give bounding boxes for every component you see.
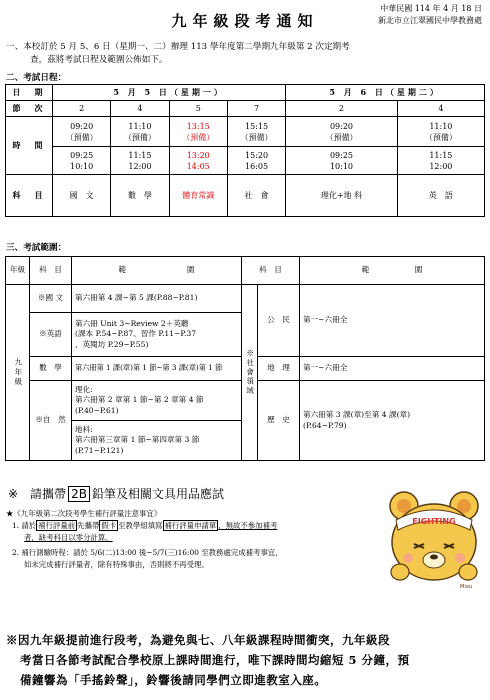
range-chinese: 第六冊第 4 課~第 5 課(P.88~P.81) xyxy=(72,285,242,313)
prep-note: （預備） xyxy=(240,132,273,142)
exam-end: 16:05 xyxy=(245,161,269,171)
makeup-boxed-text: 假卡 xyxy=(101,521,117,530)
exam-time-cell xyxy=(397,147,484,175)
prep-note: （預備） xyxy=(325,132,358,142)
page-title: 九年級段考通知 xyxy=(171,12,319,30)
earth-line: (P.71~P.121) xyxy=(75,445,124,455)
scope-header-row xyxy=(6,257,485,285)
intro-line-2: 查，茲將考試日程及範圍公佈如下。 xyxy=(30,55,168,65)
subject-label: 科 目 xyxy=(6,175,53,217)
physics-line: (P.40~P.61) xyxy=(75,405,119,415)
reminder-suffix: 鉛筆及相關文具用品應試 xyxy=(91,487,224,501)
makeup-text: 至教學組填寫 xyxy=(118,521,163,530)
exam-time-cell xyxy=(111,147,169,175)
prep-cell xyxy=(169,117,227,147)
scope-row-chinese xyxy=(6,285,485,313)
subject-english: ※英語 xyxy=(30,313,72,357)
subject-math: 數 學 xyxy=(30,357,72,381)
bear-headband-text: FIGHTING xyxy=(412,517,456,526)
makeup-boxed-text: 補行評量前 xyxy=(38,521,76,530)
range-earth-science xyxy=(72,421,242,461)
exam-start: 13:20 xyxy=(186,150,210,160)
history-line: 第六冊第 3 課(章)至第 4 課(章) xyxy=(303,410,411,419)
exam-start: 11:15 xyxy=(429,150,453,160)
makeup-item-2: 2. 補行測驗時程：請於 5/6(二)13:00 後~5/7(三)16:00 至教務處完成補考事宜， xyxy=(12,548,283,557)
makeup-text: 1. 請於 xyxy=(12,521,37,530)
period-cell: 4 xyxy=(111,101,169,117)
prep-time: 11:10 xyxy=(429,121,453,131)
exam-end: 14:05 xyxy=(186,161,210,171)
prep-cell xyxy=(397,117,484,147)
subject-cell: 社 會 xyxy=(227,175,285,217)
physics-line: 第六冊第 2 章第 1 節~第 2 章第 4 節 xyxy=(75,395,204,405)
exam-time-cell xyxy=(169,147,227,175)
fighting-bear-illustration xyxy=(382,480,486,592)
range-civics: 第一~六冊全 xyxy=(300,285,485,357)
range-header-2: 範 圍 xyxy=(300,257,485,285)
prep-note: （預備） xyxy=(123,132,156,142)
bring-pencil-reminder xyxy=(8,485,224,502)
range-physics xyxy=(72,381,242,421)
exam-end: 12:00 xyxy=(128,161,152,171)
intro-line-1: 一、本校訂於 5 月 5、6 日（星期一、二）辦理 113 學年度第二學期九年級第 2 次定期考 xyxy=(6,42,350,52)
history-line: (P.64~P.79) xyxy=(303,420,347,430)
schedule-date-row xyxy=(6,85,485,101)
reminder-2b-box: 2B xyxy=(68,486,90,502)
makeup-item-1 xyxy=(6,520,376,532)
day2-header: 5 月 6 日（星期二） xyxy=(286,85,485,101)
prep-note: （預備） xyxy=(424,132,457,142)
schedule-subject-row xyxy=(6,175,485,217)
prep-time: 13:15 xyxy=(186,121,210,131)
subject-header: 科 目 xyxy=(30,257,72,285)
prep-cell xyxy=(53,117,111,147)
schedule-exam-row xyxy=(6,147,485,175)
makeup-underlined-text: ，無故不參加補考 xyxy=(218,521,278,530)
day1-header: 5 月 5 日（星期一） xyxy=(53,85,286,101)
section-schedule-label: 二、考試日程： xyxy=(6,73,67,83)
section-scope-label: 三、考試範圍： xyxy=(6,243,67,253)
grade-cell: 九年級 xyxy=(6,285,30,461)
schedule-prep-row xyxy=(6,117,485,147)
bear-icon xyxy=(390,492,478,590)
prep-time: 11:10 xyxy=(128,121,152,131)
physics-line: 理化: xyxy=(75,384,93,394)
footer-line-3: 備鐘響為「手搖鈴聲」，鈴響後請同學們立即進教室入座。 xyxy=(20,673,327,687)
english-range-line: 第六冊 Unit 3~Review 2＋英聽 xyxy=(75,318,189,328)
subject-cell: 數 學 xyxy=(111,175,169,217)
prep-cell xyxy=(286,117,398,147)
header-meta xyxy=(378,3,482,27)
exam-time-cell xyxy=(227,147,285,175)
english-range-line: (課本 P.54~P.87、習作 P.11~P.37 xyxy=(75,329,197,339)
period-cell: 7 xyxy=(227,101,285,117)
footer-notice xyxy=(6,630,488,690)
exam-start: 15:20 xyxy=(245,150,269,160)
issuing-office: 新北市立江翠國民中學教務處 xyxy=(378,16,482,25)
exam-start: 09:25 xyxy=(329,150,353,160)
makeup-item-1-cont: 者，缺考科目以零分計算。 xyxy=(24,533,113,542)
subject-chinese: ※國 文 xyxy=(30,285,72,313)
exam-end: 10:10 xyxy=(329,161,353,171)
exam-time-cell xyxy=(286,147,398,175)
makeup-title: ★《九年級第二次段考學生補行評量注意事宜》 xyxy=(6,509,162,518)
exam-time-cell xyxy=(53,147,111,175)
period-cell: 4 xyxy=(397,101,484,117)
subject-cell: 體育常識 xyxy=(169,175,227,217)
period-cell: 2 xyxy=(286,101,398,117)
subject-header-2: 科 目 xyxy=(242,257,300,285)
subject-history: 歷 史 xyxy=(258,381,300,461)
schedule-table xyxy=(5,84,485,217)
prep-time: 15:15 xyxy=(245,121,269,131)
range-geography: 第一~六冊全 xyxy=(300,357,485,381)
subject-civics: 公 民 xyxy=(258,285,300,357)
exam-start: 09:25 xyxy=(70,150,94,160)
range-math: 第六冊第 1 課(章)第 1 節~第 3 課(章)第 1 節 xyxy=(72,357,242,381)
makeup-boxed-text: 補行評量申請單 xyxy=(164,521,217,530)
scope-table xyxy=(5,256,485,461)
exam-start: 11:15 xyxy=(128,150,152,160)
prep-note: （預備） xyxy=(65,132,98,142)
exam-end: 10:10 xyxy=(70,161,94,171)
date-label: 日 期 xyxy=(6,85,53,101)
subject-cell: 理化+地 科 xyxy=(286,175,398,217)
reminder-prefix: ※ 請攜帶 xyxy=(8,487,67,501)
footer-line-2: 考當日各節考試配合學校原上課時間進行，唯下課時間均縮短 5 分鐘，預 xyxy=(20,653,410,667)
subject-science: ※自 然 xyxy=(30,381,72,461)
issue-date: 中華民國 114 年 4 月 18 日 xyxy=(380,4,482,13)
prep-note: （預備） xyxy=(182,132,215,142)
earth-line: 地科: xyxy=(75,424,93,434)
intro-paragraph xyxy=(6,41,484,67)
makeup-item-2-cont: 如未完成補行評量者，除有特殊事由，否則將不再受理。 xyxy=(24,560,209,569)
earth-line: 第六冊第三章第 1 節~第四章第 3 節 xyxy=(75,435,200,445)
period-cell: 2 xyxy=(53,101,111,117)
time-label: 時 間 xyxy=(6,117,53,175)
prep-time: 09:20 xyxy=(70,121,94,131)
grade-header: 年級 xyxy=(6,257,30,285)
subject-cell: 國 文 xyxy=(53,175,111,217)
schedule-period-row xyxy=(6,101,485,117)
footer-line-1: ※因九年級提前進行段考，為避免與七、八年級課程時間衝突，九年級段 xyxy=(6,633,390,647)
range-header: 範 圍 xyxy=(72,257,242,285)
period-cell: 5 xyxy=(169,101,227,117)
range-history xyxy=(300,381,485,461)
prep-cell xyxy=(111,117,169,147)
exam-end: 12:00 xyxy=(429,161,453,171)
subject-cell: 英 語 xyxy=(397,175,484,217)
period-label: 節 次 xyxy=(6,101,53,117)
english-range-line: 、英閱坊 P.29~P.55) xyxy=(75,339,149,349)
bear-signature: Miou xyxy=(460,584,472,590)
makeup-notes xyxy=(6,508,376,571)
subject-geography: 地 理 xyxy=(258,357,300,381)
prep-time: 09:20 xyxy=(329,121,353,131)
makeup-text: 先攜帶 xyxy=(77,521,100,530)
range-english xyxy=(72,313,242,357)
social-group-cell: ※社會領域 xyxy=(242,285,258,461)
prep-cell xyxy=(227,117,285,147)
